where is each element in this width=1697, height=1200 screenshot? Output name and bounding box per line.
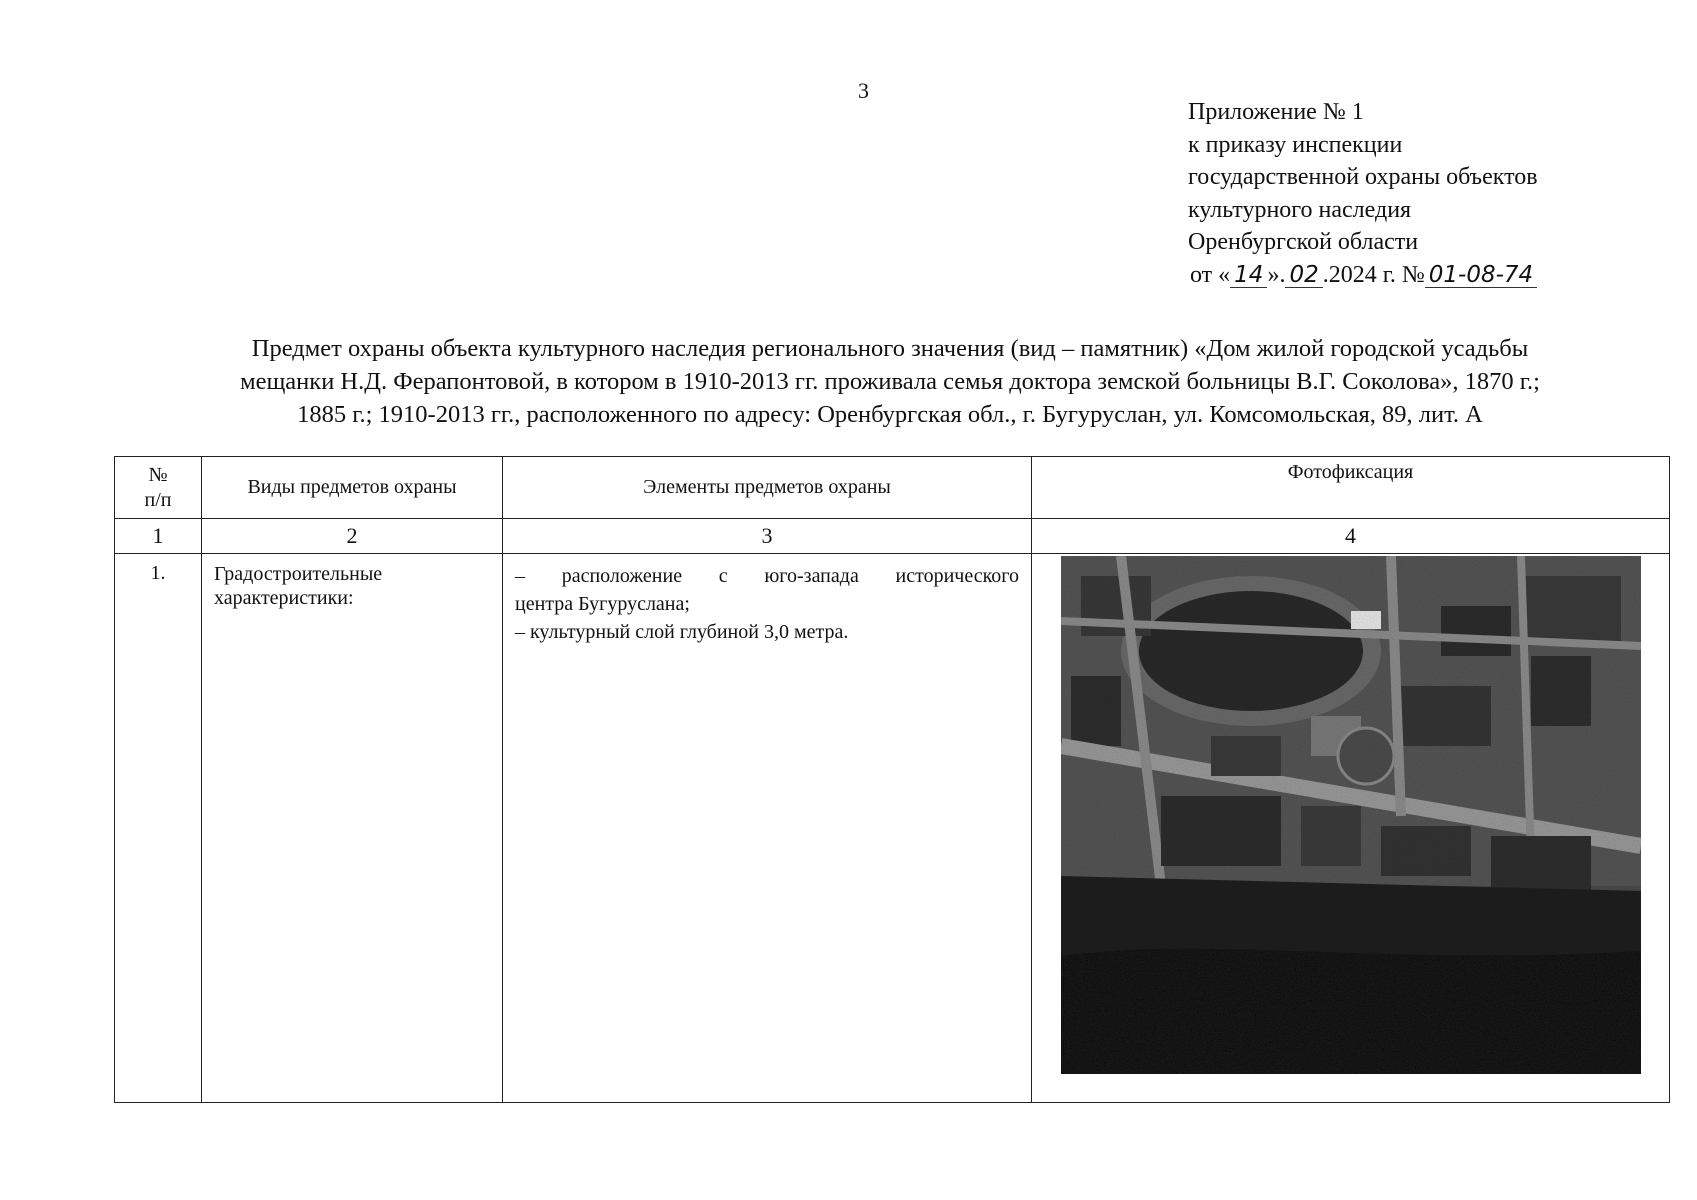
- handwritten-month: 02: [1285, 263, 1322, 288]
- handwritten-day: 14: [1230, 263, 1267, 288]
- header-num: [115, 457, 202, 519]
- index-cell: 4: [1032, 519, 1670, 554]
- date-year-suffix: .2024 г. №: [1322, 261, 1425, 288]
- date-prefix: от «: [1190, 261, 1231, 288]
- title-line: Предмет охраны объекта культурного наследия регионального значения (вид – памятник) «Дом жилой городской усадьбы: [251, 335, 1529, 362]
- header-kind: Виды предметов охраны: [202, 457, 503, 519]
- table-index-row: [115, 519, 1670, 554]
- page-number: 3: [858, 78, 869, 103]
- title-line: мещанки Н.Д. Ферапонтовой, в котором в 1910-2013 гг. проживала семья доктора земской больницы В.Г. Соколова», 1870 г.;: [240, 368, 1540, 395]
- appendix-line: Оренбургской области: [1188, 229, 1419, 255]
- protection-table: [114, 456, 1670, 1103]
- appendix-block: [1188, 96, 1538, 291]
- table-row: [115, 554, 1670, 1103]
- row-element-line: – культурный слой глубиной 3,0 метра.: [515, 621, 849, 643]
- row-kind: [202, 554, 503, 1103]
- title-line: 1885 г.; 1910-2013 гг., расположенного по адресу: Оренбургская обл., г. Бугуруслан, ул. Комсомольская, 89, лит. А: [297, 401, 1483, 428]
- header-num-abbr: п/п: [144, 489, 172, 511]
- appendix-line: Приложение № 1: [1188, 99, 1364, 125]
- header-elements: Элементы предметов охраны: [503, 457, 1032, 519]
- row-element-line: центра Бугуруслана;: [515, 593, 690, 615]
- handwritten-order-number: 01-08-74: [1425, 263, 1537, 288]
- row-photo-cell: [1032, 554, 1670, 1103]
- appendix-line: культурного наследия: [1188, 196, 1412, 223]
- row-kind-line: характеристики:: [214, 587, 354, 609]
- header-photo: Фотофиксация: [1032, 457, 1670, 519]
- index-cell: 1: [115, 519, 202, 554]
- document-title: [100, 332, 1680, 431]
- date-mid: ».: [1267, 261, 1286, 288]
- appendix-line: к приказу инспекции: [1188, 131, 1403, 158]
- row-number: 1.: [115, 554, 202, 1103]
- appendix-line: государственной охраны объектов: [1188, 164, 1538, 190]
- aerial-photo: [1061, 556, 1641, 1074]
- row-elements: [503, 554, 1032, 1103]
- index-cell: 2: [202, 519, 503, 554]
- table-header-row: [115, 457, 1670, 519]
- row-kind-line: Градостроительные: [214, 563, 383, 585]
- row-element-line: – расположение с юго-запада исторического: [515, 565, 1019, 587]
- aerial-photo-image: [1061, 556, 1641, 1074]
- index-cell: 3: [503, 519, 1032, 554]
- header-num-symbol: №: [148, 464, 168, 486]
- appendix-date-line: [1190, 259, 1538, 292]
